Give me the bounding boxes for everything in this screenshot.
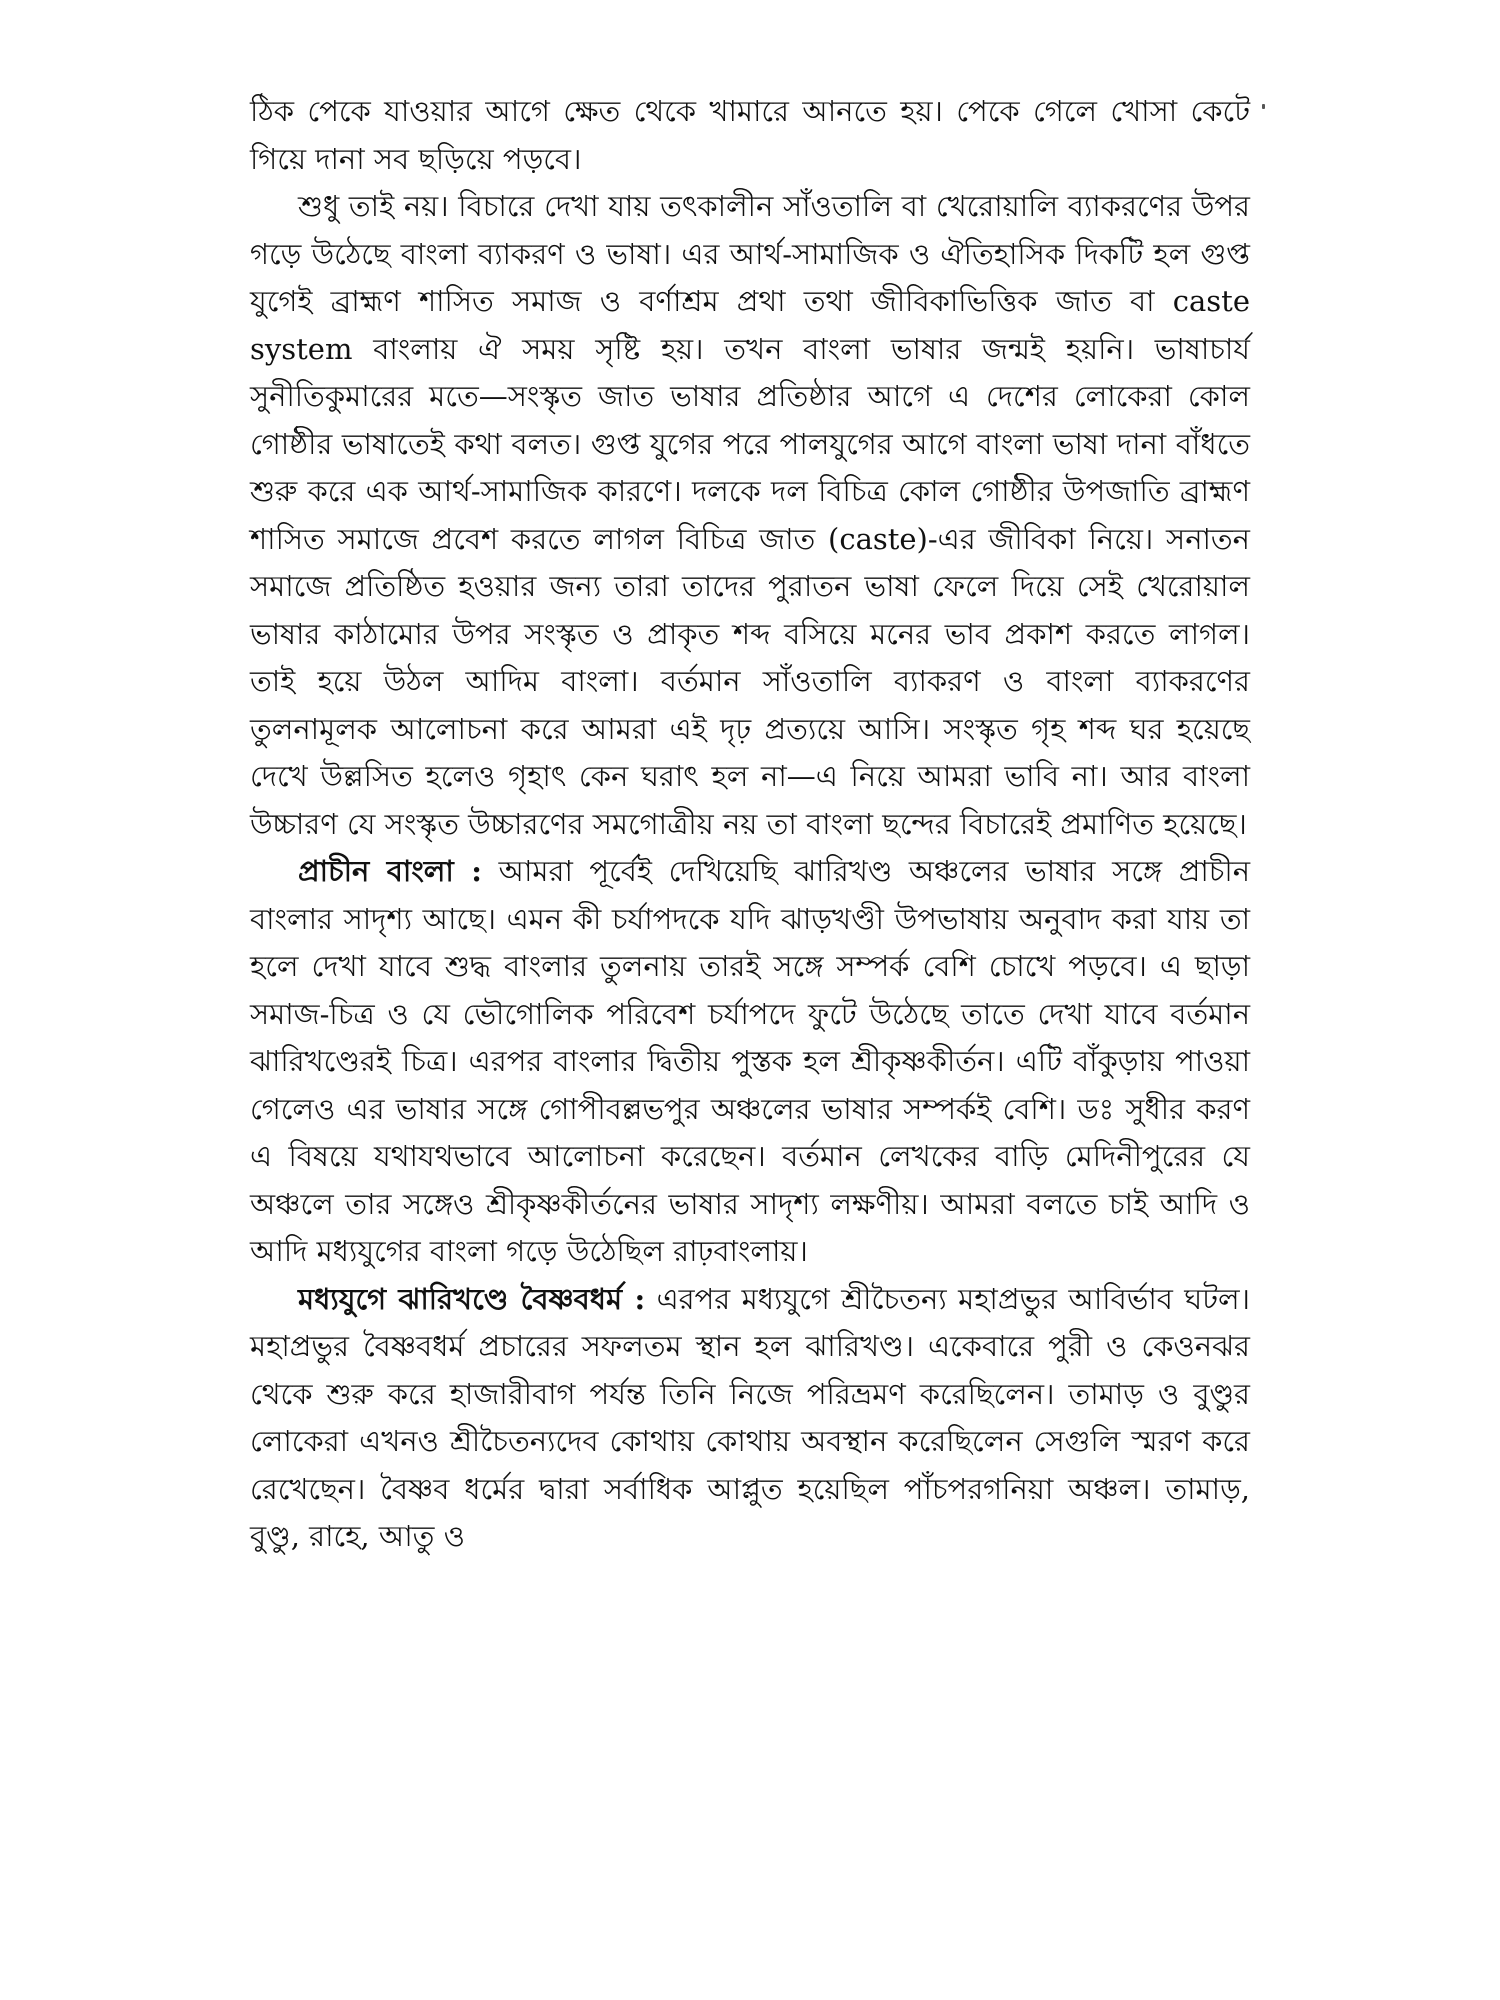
paragraph-4 [250, 1276, 1250, 1561]
section-heading-medieval-vaishnavism: মধ্যযুগে ঝারিখণ্ডে বৈষ্ণবধর্ম : [298, 1281, 646, 1316]
paragraph-4-text: এরপর মধ্যযুগে শ্রীচৈতন্য মহাপ্রভুর আবির্ভাব ঘটল। মহাপ্রভুর বৈষ্ণবধর্ম প্রচারের সফলতম স্থান হল ঝারিখণ্ড। একেবারে পুরী ও কেওনঝর থেকে শুরু করে হাজারীবাগ পর্যন্ত তিনি নিজে পরিভ্রমণ করেছিলেন। তামাড় ও বুণ্ডুর লোকেরা এখনও শ্রীচৈতন্যদেব কোথায় কোথায় অবস্থান করেছিলেন সেগুলি স্মরণ করে রেখেছেন। বৈষ্ণব ধর্মের দ্বারা সর্বাধিক আপ্লুত হয়েছিল পাঁচপরগনিয়া অঞ্চল। তামাড়, বুণ্ডু, রাহে, আতু ও [250, 1281, 1250, 1553]
paragraph-2-text: শুধু তাই নয়। বিচারে দেখা যায় তৎকালীন সাঁওতালি বা খেরোয়ালি ব্যাকরণের উপর গড়ে উঠেছে বাংলা ব্যাকরণ ও ভাষা। এর আর্থ-সামাজিক ও ঐতিহাসিক দিকটি হল গুপ্ত যুগেই ব্রাহ্মণ শাসিত সমাজ ও বর্ণাশ্রম প্রথা তথা জীবিকাভিত্তিক জাত বা caste system বাংলায় ঐ সময় সৃষ্টি হয়। তখন বাংলা ভাষার জন্মই হয়নি। ভাষাচার্য সুনীতিকুমারের মতে—সংস্কৃত জাত ভাষার প্রতিষ্ঠার আগে এ দেশের লোকেরা কোল গোষ্ঠীর ভাষাতেই কথা বলত। গুপ্ত যুগের পরে পালযুগের আগে বাংলা ভাষা দানা বাঁধতে শুরু করে এক আর্থ-সামাজিক কারণে। দলকে দল বিচিত্র কোল গোষ্ঠীর উপজাতি ব্রাহ্মণ শাসিত সমাজে প্রবেশ করতে লাগল বিচিত্র জাত (caste)-এর জীবিকা নিয়ে। সনাতন সমাজে প্রতিষ্ঠিত হওয়ার জন্য তারা তাদের পুরাতন ভাষা ফেলে দিয়ে সেই খেরোয়াল ভাষার কাঠামোর উপর সংস্কৃত ও প্রাকৃত শব্দ বসিয়ে মনের ভাব প্রকাশ করতে লাগল। তাই হয়ে উঠল আদিম বাংলা। বর্তমান সাঁওতালি ব্যাকরণ ও বাংলা ব্যাকরণের তুলনামূলক আলোচনা করে আমরা এই দৃঢ় প্রত্যয়ে আসি। সংস্কৃত গৃহ শব্দ ঘর হয়েছে দেখে উল্লসিত হলেও গৃহাৎ কেন ঘরাৎ হল না—এ নিয়ে আমরা ভাবি না। আর বাংলা উচ্চারণ যে সংস্কৃত উচ্চারণের সমগোত্রীয় নয় তা বাংলা ছন্দের বিচারেই প্রমাণিত হয়েছে। [250, 189, 1250, 841]
paragraph-1 [250, 88, 1250, 183]
section-heading-ancient-bengali: প্রাচীন বাংলা : [298, 854, 482, 888]
paragraph-1-text: ঠিক পেকে যাওয়ার আগে ক্ষেত থেকে খামারে আনতে হয়। পেকে গেলে খোসা কেটে গিয়ে দানা সব ছড়িয়ে পড়বে। [250, 94, 1250, 176]
scan-speck [1262, 104, 1265, 109]
paragraph-3 [250, 848, 1250, 1276]
paragraph-2 [250, 183, 1250, 848]
body-text [250, 88, 1250, 1561]
paragraph-3-text: আমরা পূর্বেই দেখিয়েছি ঝারিখণ্ড অঞ্চলের ভাষার সঙ্গে প্রাচীন বাংলার সাদৃশ্য আছে। এমন কী চর্যাপদকে যদি ঝাড়খণ্ডী উপভাষায় অনুবাদ করা যায় তা হলে দেখা যাবে শুদ্ধ বাংলার তুলনায় তারই সঙ্গে সম্পর্ক বেশি চোখে পড়বে। এ ছাড়া সমাজ-চিত্র ও যে ভৌগোলিক পরিবেশ চর্যাপদে ফুটে উঠেছে তাতে দেখা যাবে বর্তমান ঝারিখণ্ডেরই চিত্র। এরপর বাংলার দ্বিতীয় পুস্তক হল শ্রীকৃষ্ণকীর্তন। এটি বাঁকুড়ায় পাওয়া গেলেও এর ভাষার সঙ্গে গোপীবল্লভপুর অঞ্চলের ভাষার সম্পর্কই বেশি। ডঃ সুধীর করণ এ বিষয়ে যথাযথভাবে আলোচনা করেছেন। বর্তমান লেখকের বাড়ি মেদিনীপুরের যে অঞ্চলে তার সঙ্গেও শ্রীকৃষ্ণকীর্তনের ভাষার সাদৃশ্য লক্ষণীয়। আমরা বলতে চাই আদি ও আদি মধ্যযুগের বাংলা গড়ে উঠেছিল রাঢ়বাংলায়। [250, 854, 1251, 1268]
